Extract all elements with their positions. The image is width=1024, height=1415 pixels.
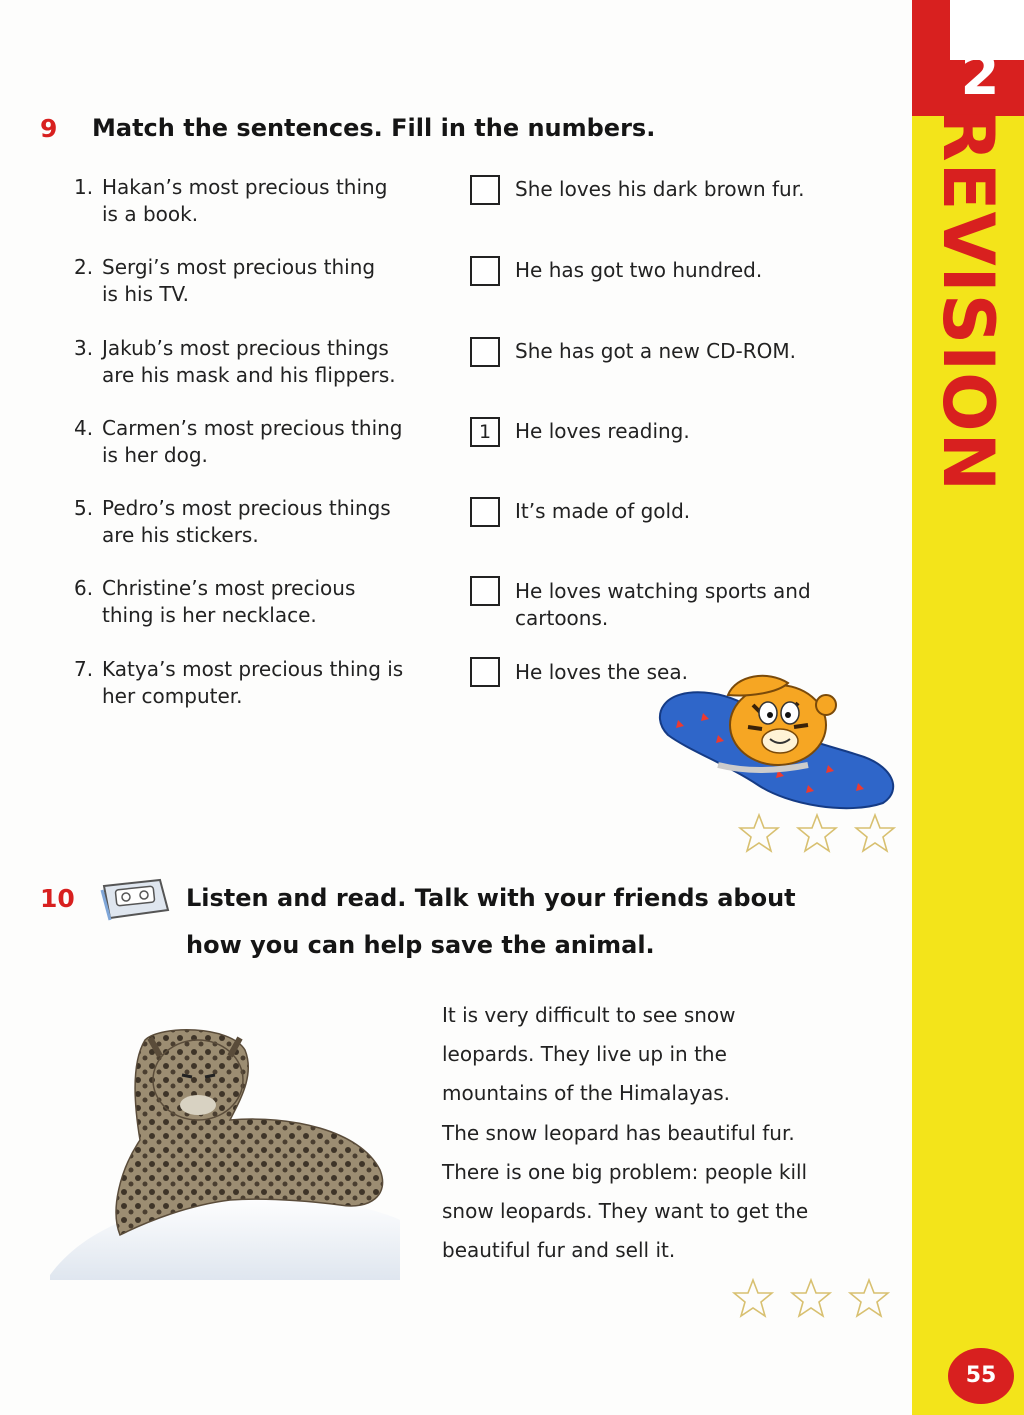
star-icon[interactable]: [790, 1278, 832, 1318]
unit-number: 2: [960, 43, 1000, 108]
answer-box-5[interactable]: [470, 497, 500, 527]
match-right-item-4: He loves reading.: [515, 419, 690, 443]
snow-leopard-photo: [50, 1020, 400, 1280]
exercise-10-title-line-1: Listen and read. Talk with your friends about: [186, 884, 796, 912]
exercise-9-title: Match the sentences. Fill in the numbers.: [92, 114, 656, 142]
page-number: 55: [948, 1348, 1014, 1404]
answer-box-7[interactable]: [470, 657, 500, 687]
passage-line-5: There is one big problem: people kill: [442, 1160, 808, 1184]
star-icon[interactable]: [848, 1278, 890, 1318]
passage-line-4: The snow leopard has beautiful fur.: [442, 1121, 795, 1145]
cassette-tape-icon: [98, 876, 172, 924]
star-icon[interactable]: [854, 813, 896, 853]
match-left-item-7: 7. Katya’s most precious thing is her computer.: [74, 657, 404, 708]
star-icon[interactable]: [796, 813, 838, 853]
passage-line-6: snow leopards. They want to get the: [442, 1199, 809, 1223]
match-left-item-3: 3. Jakub’s most precious things are his mask and his flippers.: [74, 336, 396, 387]
match-right-item-7: He loves the sea.: [515, 660, 688, 684]
star-icon[interactable]: [738, 813, 780, 853]
rating-stars-exercise-10[interactable]: [732, 1278, 890, 1318]
match-left-item-4: 4. Carmen’s most precious thing is her dog.: [74, 416, 403, 467]
exercise-10-number: 10: [40, 884, 75, 913]
match-right-item-5: It’s made of gold.: [515, 499, 691, 523]
match-right-item-6: He loves watching sports and cartoons.: [515, 579, 811, 630]
match-left-item-1: 1. Hakan’s most precious thing is a book.: [74, 175, 388, 226]
star-icon[interactable]: [732, 1278, 774, 1318]
passage-line-1: It is very difficult to see snow: [442, 1003, 736, 1027]
exercise-10-title-line-2: how you can help save the animal.: [186, 931, 655, 959]
answer-box-4[interactable]: 1: [470, 417, 500, 447]
passage-line-7: beautiful fur and sell it.: [442, 1238, 676, 1262]
revision-label: REVISION: [927, 107, 1009, 493]
match-left-item-6: 6. Christine’s most precious thing is her necklace.: [74, 576, 356, 627]
passage-line-3: mountains of the Himalayas.: [442, 1081, 731, 1105]
exercise-9-number: 9: [40, 114, 58, 143]
match-right-item-1: She loves his dark brown fur.: [515, 177, 805, 201]
match-left-item-2: 2. Sergi’s most precious thing is his TV.: [74, 255, 376, 306]
answer-box-3[interactable]: [470, 337, 500, 367]
answer-box-2[interactable]: [470, 256, 500, 286]
passage-line-2: leopards. They live up in the: [442, 1042, 727, 1066]
answer-box-1[interactable]: [470, 175, 500, 205]
match-left-item-5: 5. Pedro’s most precious things are his stickers.: [74, 496, 391, 547]
match-right-item-3: She has got a new CD-ROM.: [515, 339, 797, 363]
answer-box-6[interactable]: [470, 576, 500, 606]
tiger-cartoon-illustration: [658, 665, 898, 810]
match-right-item-2: He has got two hundred.: [515, 258, 763, 282]
rating-stars-exercise-9[interactable]: [738, 813, 896, 853]
